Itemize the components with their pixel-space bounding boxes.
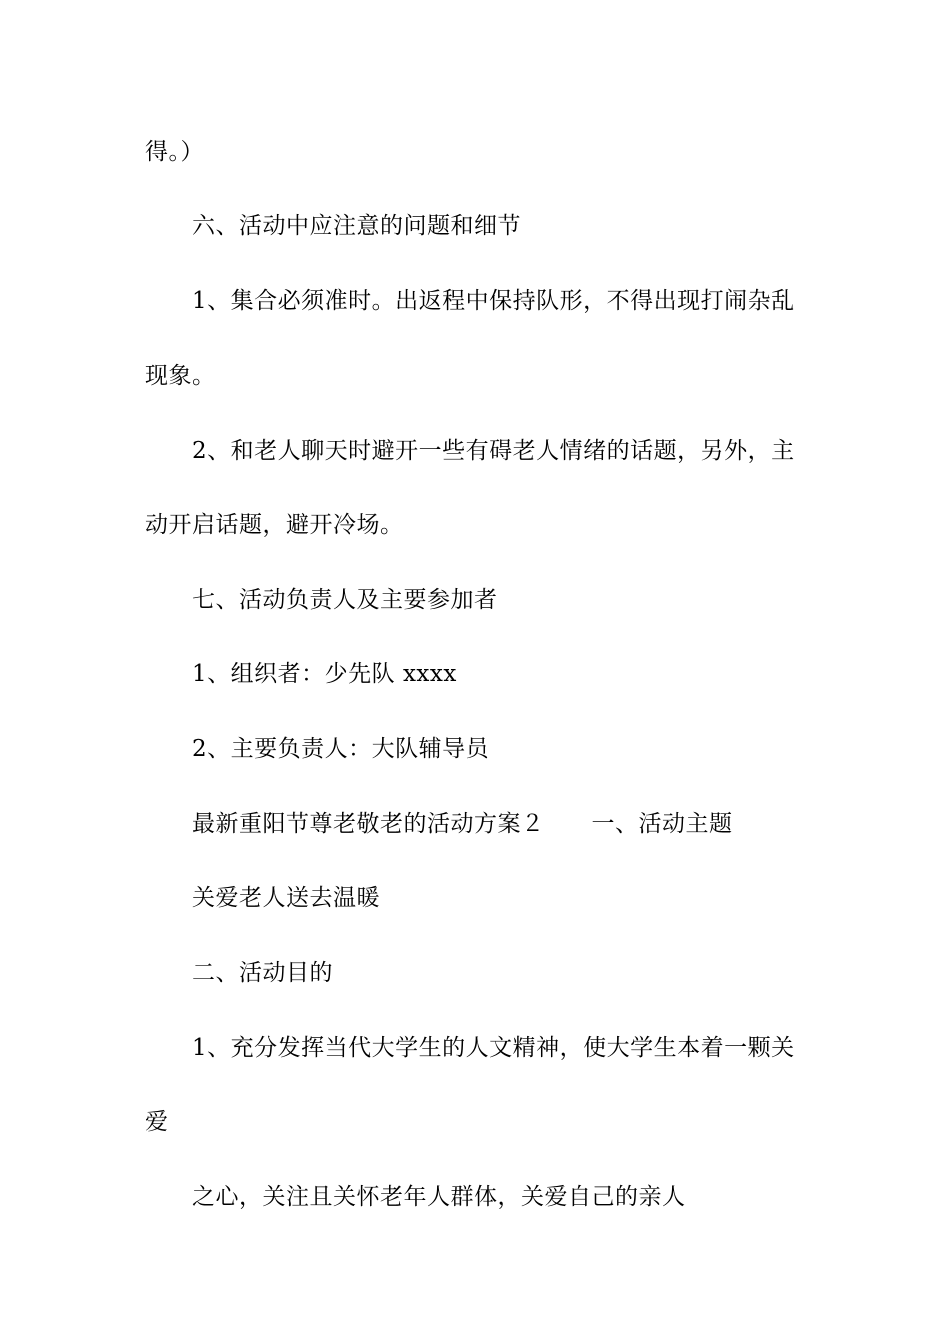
section-heading: 六、活动中应注意的问题和细节 — [192, 213, 521, 239]
text-line: 1、组织者：少先队 xxxx — [192, 661, 457, 687]
section-heading: 二、活动目的 — [192, 960, 333, 986]
text-line: 关爱老人送去温暖 — [192, 885, 380, 911]
text-line: 1、集合必须准时。出返程中保持队形，不得出现打闹杂乱 — [192, 288, 795, 314]
section-heading: 七、活动负责人及主要参加者 — [192, 587, 498, 613]
text-line: 现象。 — [145, 363, 216, 389]
document-title-line: 最新重阳节尊老敬老的活动方案２ 一、活动主题 — [192, 811, 733, 837]
text-line: 动开启话题，避开冷场。 — [145, 512, 404, 538]
text-line: 之心，关注且关怀老年人群体，关爱自己的亲人 — [192, 1184, 686, 1210]
text-line: 得。） — [145, 139, 204, 165]
text-line: 爱 — [145, 1109, 169, 1135]
text-line: 2、和老人聊天时避开一些有碍老人情绪的话题，另外，主 — [192, 438, 795, 464]
text-line: 2、主要负责人：大队辅导员 — [192, 736, 490, 762]
text-line: 1、充分发挥当代大学生的人文精神，使大学生本着一颗关 — [192, 1035, 795, 1061]
